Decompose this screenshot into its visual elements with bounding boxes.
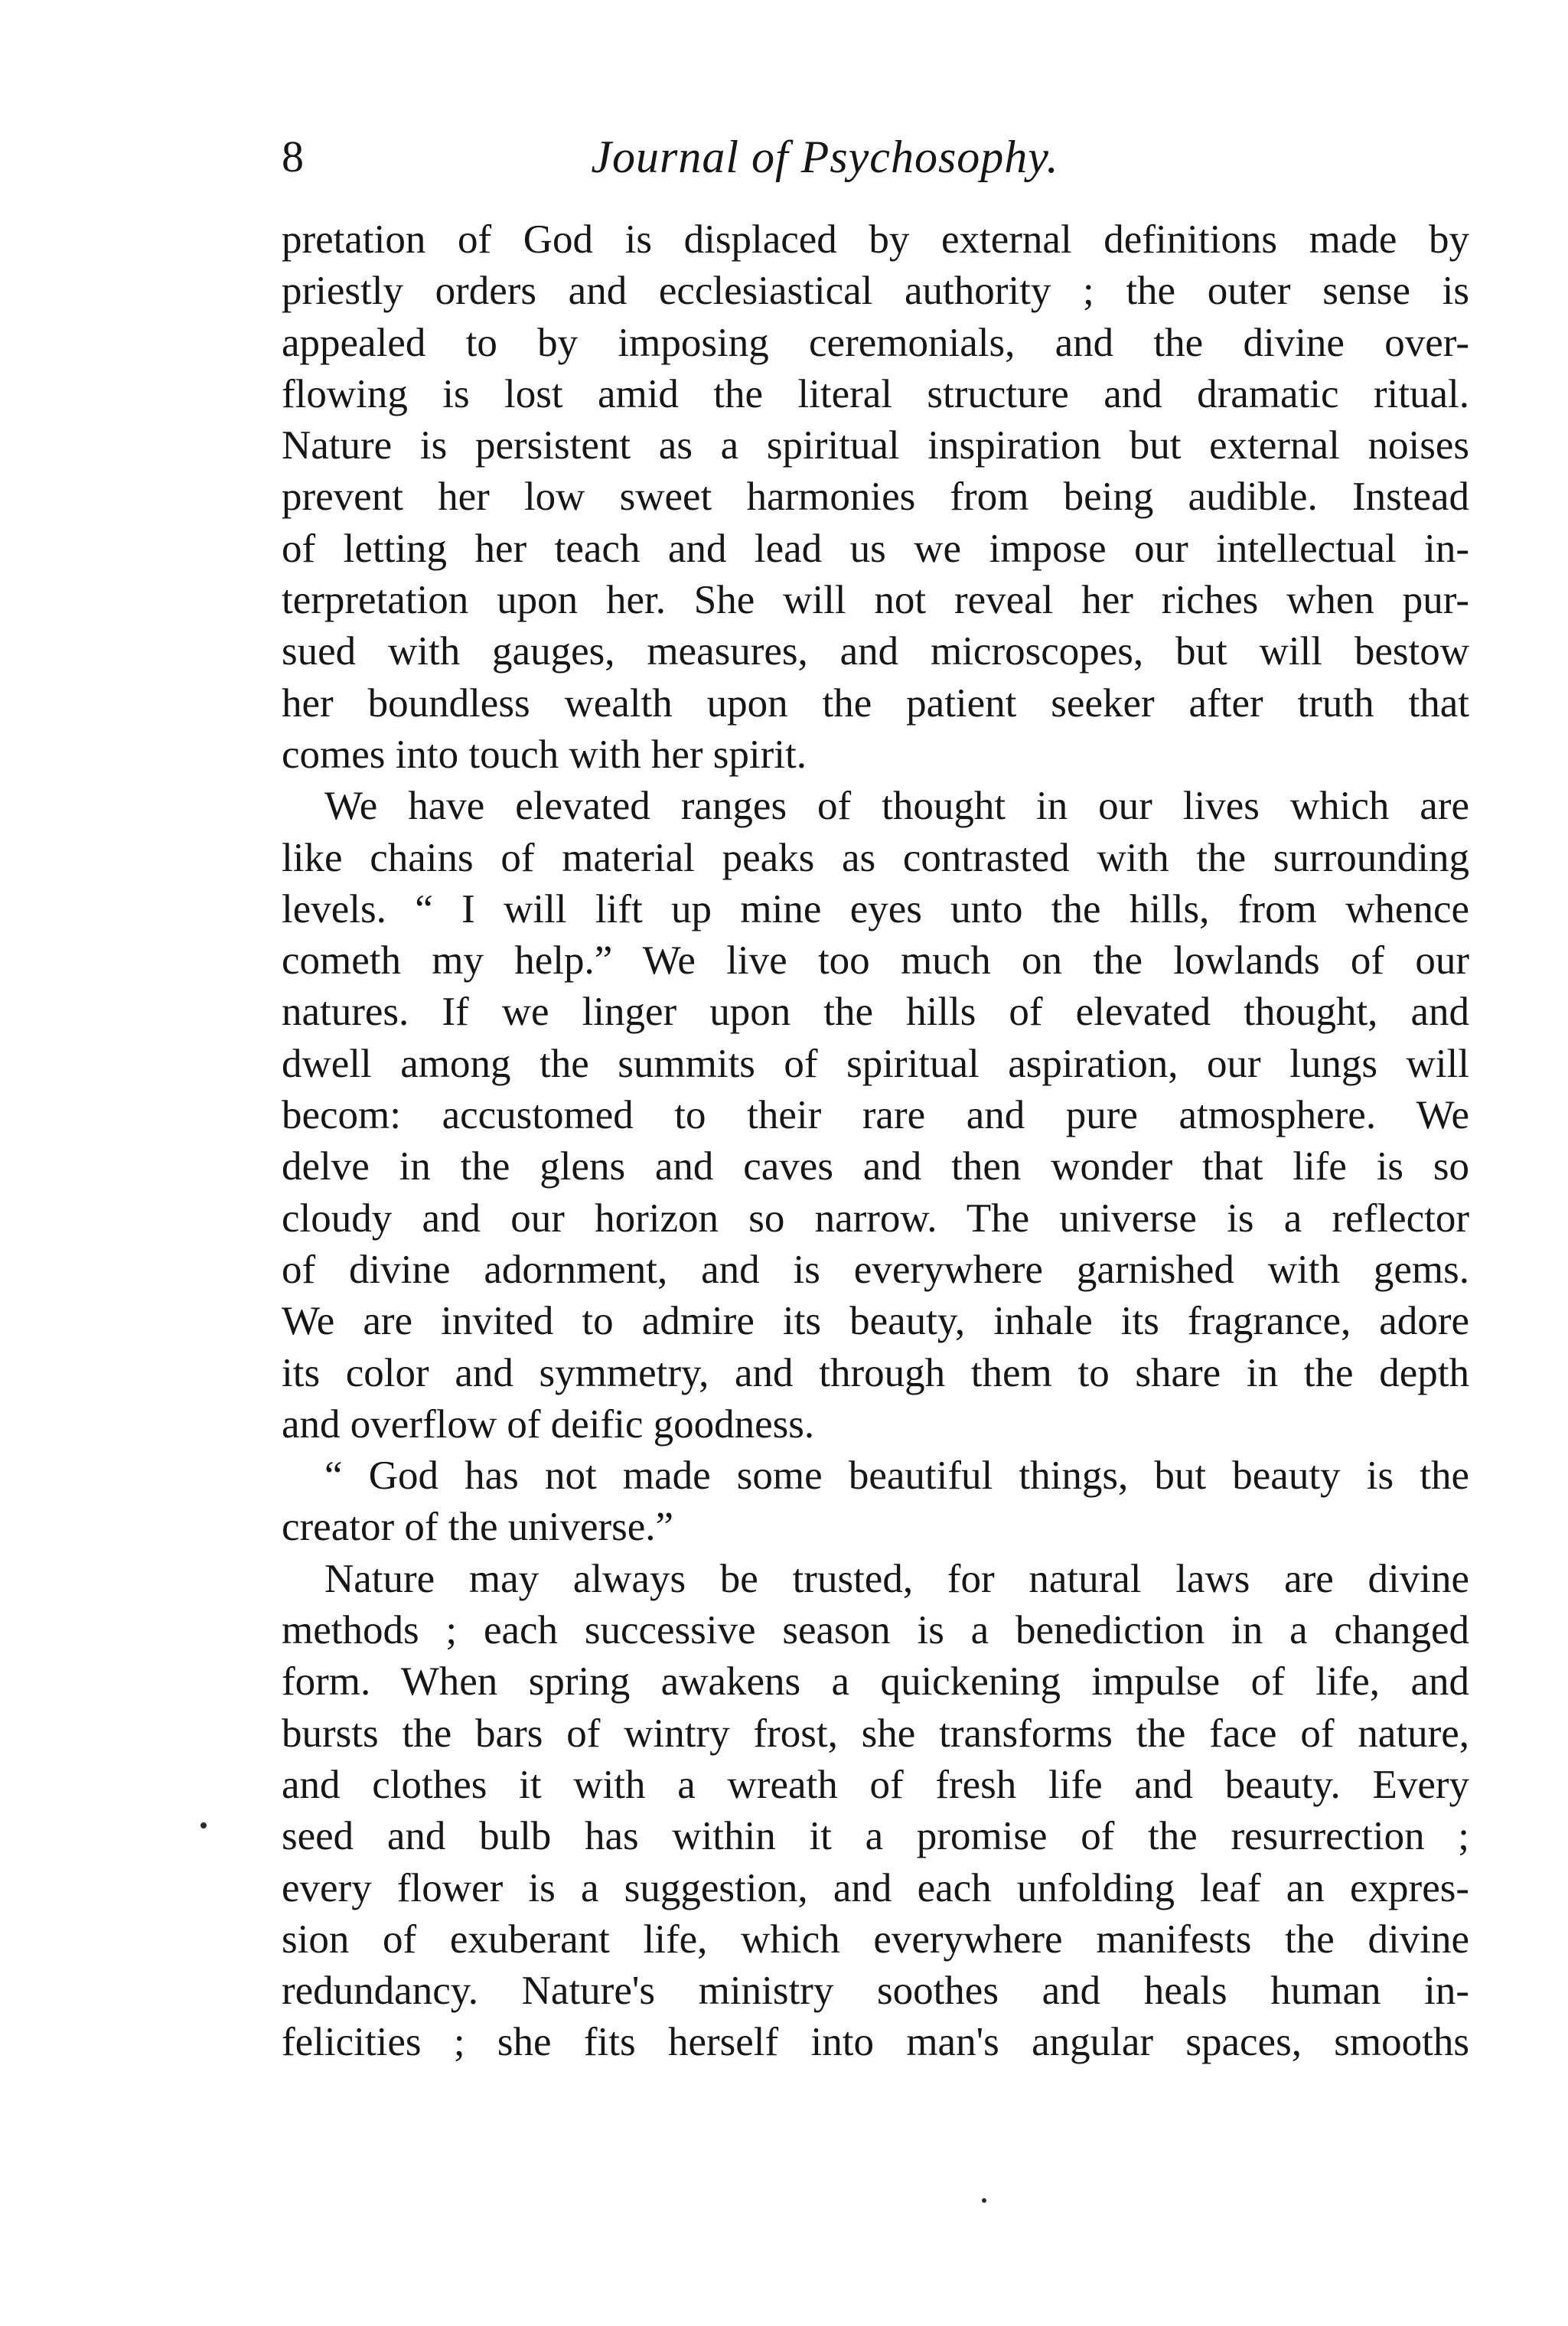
text-line: its color and symmetry, and through them to share in the depth [282, 1350, 1469, 1395]
text-line: prevent her low sweet harmonies from being audible. Instead [282, 475, 1469, 520]
text-line: becom: accustomed to their rare and pure atmosphere. We [282, 1093, 1469, 1138]
scan-speck [200, 1822, 207, 1829]
text-line: cloudy and our horizon so narrow. The universe is a reflector [282, 1196, 1469, 1241]
text-line: methods ; each successive season is a benediction in a changed [282, 1608, 1469, 1653]
page-header [282, 126, 1368, 188]
page-number: 8 [282, 132, 304, 181]
text-line: bursts the bars of wintry frost, she transforms the face of nature, [282, 1711, 1469, 1756]
paragraph [282, 214, 1469, 781]
text-line: We are invited to admire its beauty, inhale its fragrance, adore [282, 1299, 1469, 1344]
text-line: “ God has not made some beautiful things, but beauty is the [324, 1453, 1469, 1499]
body-text [282, 214, 1469, 2069]
running-title: Journal of Psychosophy. [591, 132, 1059, 182]
text-line: every flower is a suggestion, and each unfolding leaf an expres- [282, 1865, 1469, 1910]
scan-speck [982, 2198, 986, 2203]
text-line: natures. If we linger upon the hills of elevated thought, and [282, 990, 1469, 1035]
paragraph [282, 781, 1469, 1450]
text-line: sued with gauges, measures, and microscopes, but will bestow [282, 629, 1469, 674]
paragraph [282, 1554, 1469, 2069]
text-line: dwell among the summits of spiritual aspiration, our lungs will [282, 1041, 1469, 1086]
text-line: cometh my help.” We live too much on the lowlands of our [282, 938, 1469, 984]
text-line: felicities ; she fits herself into man's angular spaces, smooths [282, 2020, 1469, 2065]
text-line: terpretation upon her. She will not reveal her riches when pur- [282, 578, 1469, 623]
text-line: and clothes it with a wreath of fresh life and beauty. Every [282, 1762, 1469, 1807]
text-line: seed and bulb has within it a promise of the resurrection ; [282, 1814, 1469, 1859]
text-line: creator of the universe.” [282, 1505, 674, 1550]
text-line: pretation of God is displaced by external definitions made by [282, 217, 1469, 262]
text-line: We have elevated ranges of thought in our lives which are [324, 784, 1469, 829]
text-line: appealed to by imposing ceremonials, and the divine over- [282, 320, 1469, 365]
text-line: form. When spring awakens a quickening impulse of life, and [282, 1659, 1469, 1705]
paragraph [282, 1450, 1469, 1554]
text-line: her boundless wealth upon the patient seeker after truth that [282, 680, 1469, 726]
text-line: Nature may always be trusted, for natural laws are divine [324, 1556, 1469, 1601]
text-line: of divine adornment, and is everywhere garnished with gems. [282, 1247, 1469, 1292]
text-line: redundancy. Nature's ministry soothes and heals human in- [282, 1969, 1469, 2014]
text-line: comes into touch with her spirit. [282, 732, 807, 777]
text-line: levels. “ I will lift up mine eyes unto the hills, from whence [282, 886, 1469, 931]
text-line: Nature is persistent as a spiritual inspiration but external noises [282, 423, 1469, 468]
text-line: sion of exuberant life, which everywhere manifests the divine [282, 1917, 1469, 1962]
text-line: priestly orders and ecclesiastical authority ; the outer sense is [282, 269, 1469, 314]
text-line: delve in the glens and caves and then wonder that life is so [282, 1144, 1469, 1189]
text-line: of letting her teach and lead us we impose our intellectual in- [282, 526, 1469, 571]
text-line: flowing is lost amid the literal structure and dramatic ritual. [282, 371, 1469, 416]
text-line: and overflow of deific goodness. [282, 1401, 815, 1447]
text-line: like chains of material peaks as contrasted with the surrounding [282, 835, 1469, 880]
